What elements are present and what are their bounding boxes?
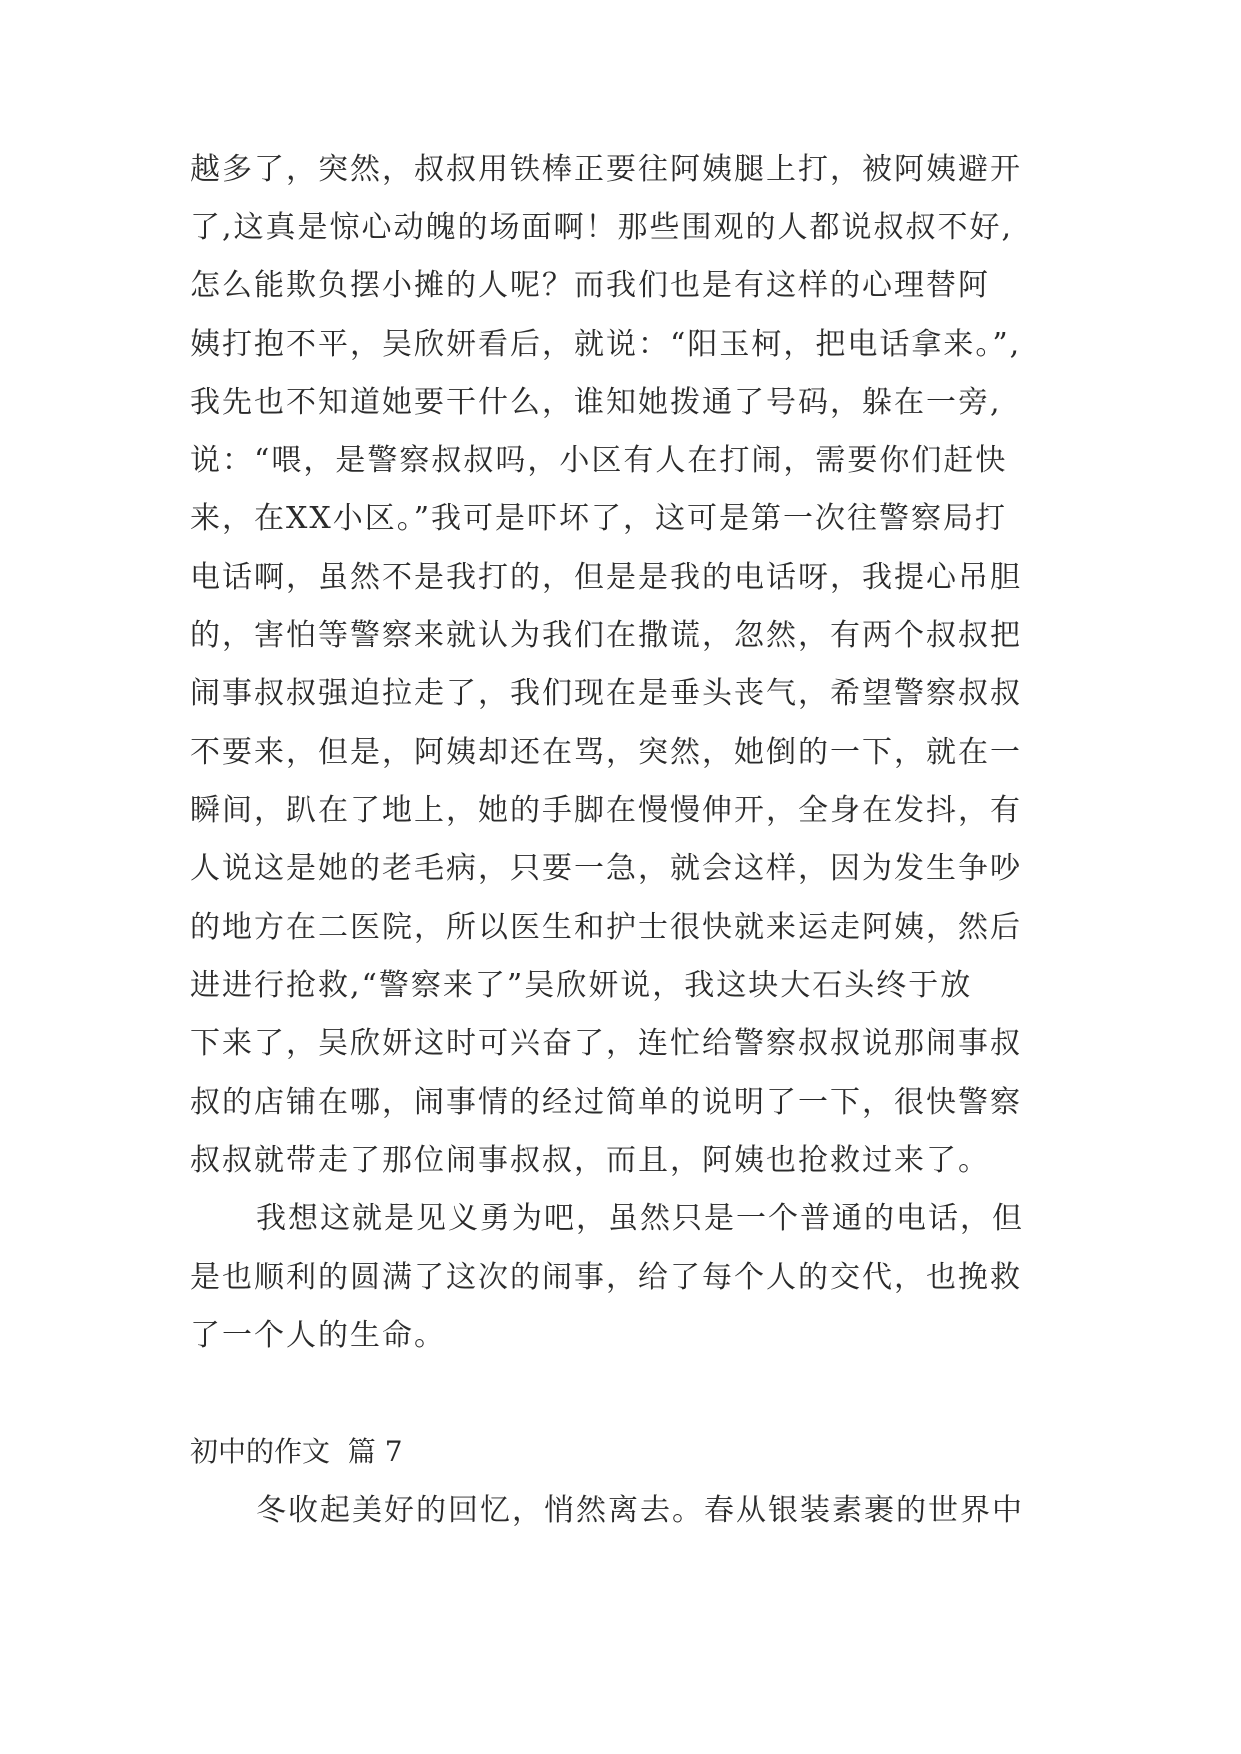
paragraph-line: 我先也不知道她要干什么，谁知她拨通了号码，躲在一旁,: [190, 385, 1002, 420]
paragraph-line: 怎么能欺负摆小摊的人呢？而我们也是有这样的心理替阿: [190, 268, 990, 303]
paragraph-line: 我想这就是见义勇为吧，虽然只是一个普通的电话，但: [256, 1201, 1024, 1236]
paragraph-line: 来，在XX小区。”我可是吓坏了，这可是第一次往警察局打: [190, 501, 1008, 536]
paragraph-line: 人说这是她的老毛病，只要一急，就会这样，因为发生争吵: [190, 851, 1022, 886]
paragraph-line: 说：“喂，是警察叔叔吗，小区有人在打闹，需要你们赶快: [190, 443, 1008, 478]
paragraph-line: 了一个人的生命。: [190, 1318, 446, 1353]
section-heading: 初中的作文 篇 7: [190, 1435, 403, 1468]
paragraph-line: 叔的店铺在哪，闹事情的经过简单的说明了一下，很快警察: [190, 1085, 1022, 1120]
paragraph-line: 叔叔就带走了那位闹事叔叔，而且，阿姨也抢救过来了。: [190, 1143, 990, 1178]
paragraph-line: 的地方在二医院，所以医生和护士很快就来运走阿姨，然后: [190, 910, 1022, 945]
paragraph-line: 进进行抢救,“警察来了”吴欣妍说，我这块大石头终于放: [190, 968, 973, 1003]
paragraph-line: 越多了，突然，叔叔用铁棒正要往阿姨腿上打，被阿姨避开: [190, 152, 1022, 187]
paragraph-line: 下来了，吴欣妍这时可兴奋了，连忙给警察叔叔说那闹事叔: [190, 1026, 1022, 1061]
paragraph-line: 电话啊，虽然不是我打的，但是是我的电话呀，我提心吊胆: [190, 560, 1022, 595]
paragraph-line: 瞬间，趴在了地上，她的手脚在慢慢伸开，全身在发抖，有: [190, 793, 1022, 828]
paragraph-line: 不要来，但是，阿姨却还在骂，突然，她倒的一下，就在一: [190, 735, 1022, 770]
paragraph-line: 姨打抱不平，吴欣妍看后，就说：“阳玉柯，把电话拿来。”,: [190, 327, 1022, 362]
paragraph-line: 了,这真是惊心动魄的场面啊！那些围观的人都说叔叔不好,: [190, 210, 1014, 245]
paragraph-line: 的，害怕等警察来就认为我们在撒谎，忽然，有两个叔叔把: [190, 618, 1022, 653]
paragraph-line: 闹事叔叔强迫拉走了，我们现在是垂头丧气，希望警察叔叔: [190, 676, 1022, 711]
paragraph-line: 是也顺利的圆满了这次的闹事，给了每个人的交代，也挽救: [190, 1260, 1022, 1295]
paragraph-line: 冬收起美好的回忆，悄然离去。春从银装素裹的世界中: [256, 1493, 1024, 1528]
